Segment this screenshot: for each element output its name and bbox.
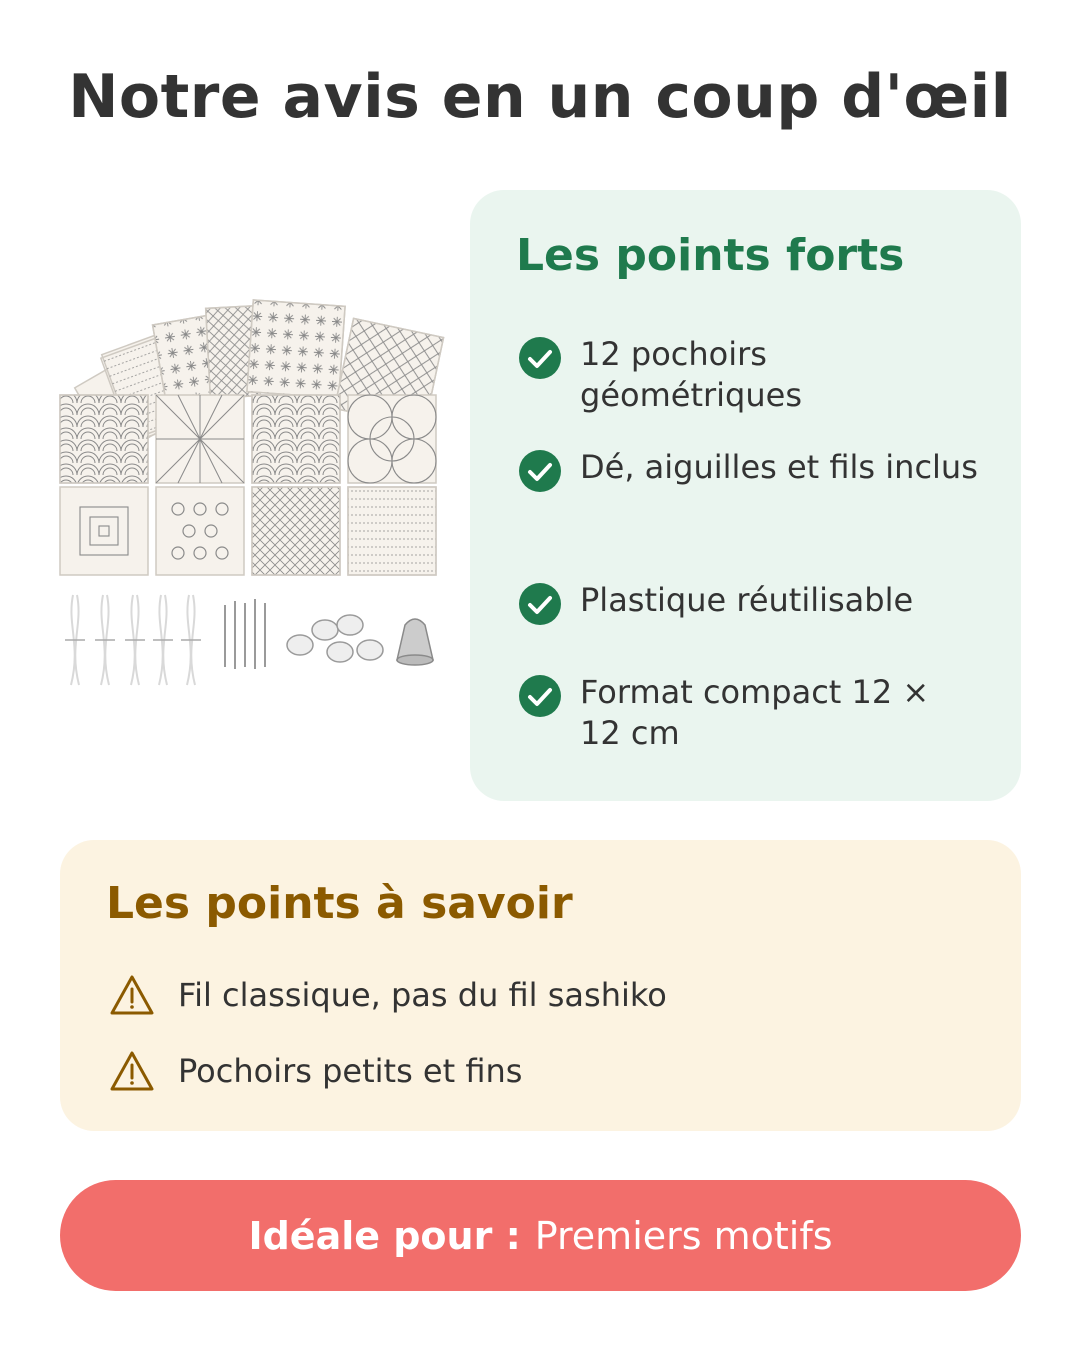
con-item [110,1049,970,1093]
pro-item-text: Format compact 12 × 12 cm [580,673,930,752]
check-circle-icon [518,674,562,718]
pro-item-text: Dé, aiguilles et fils inclus [580,448,978,486]
pros-card [470,190,1021,801]
ideal-for-banner [60,1180,1021,1291]
check-circle-icon [518,336,562,380]
cons-card [60,840,1021,1131]
cons-heading: Les points à savoir [106,878,573,929]
con-item-text: Pochoirs petits et fins [178,1052,523,1090]
check-circle-icon [518,582,562,626]
page-title: Notre avis en un coup d'œil [68,62,1012,132]
ideal-for-label: Idéale pour : [248,1213,521,1258]
warning-icon [110,975,154,1015]
ideal-for-value: Premiers motifs [534,1213,833,1258]
con-item-text: Fil classique, pas du fil sashiko [178,976,667,1014]
check-circle-icon [518,449,562,493]
con-item [110,973,970,1017]
warning-icon [110,1051,154,1091]
pros-heading: Les points forts [516,230,905,281]
pro-item-text: 12 pochoirs géométriques [580,335,802,414]
product-image [55,295,450,695]
pro-item-text: Plastique réutilisable [580,581,914,619]
